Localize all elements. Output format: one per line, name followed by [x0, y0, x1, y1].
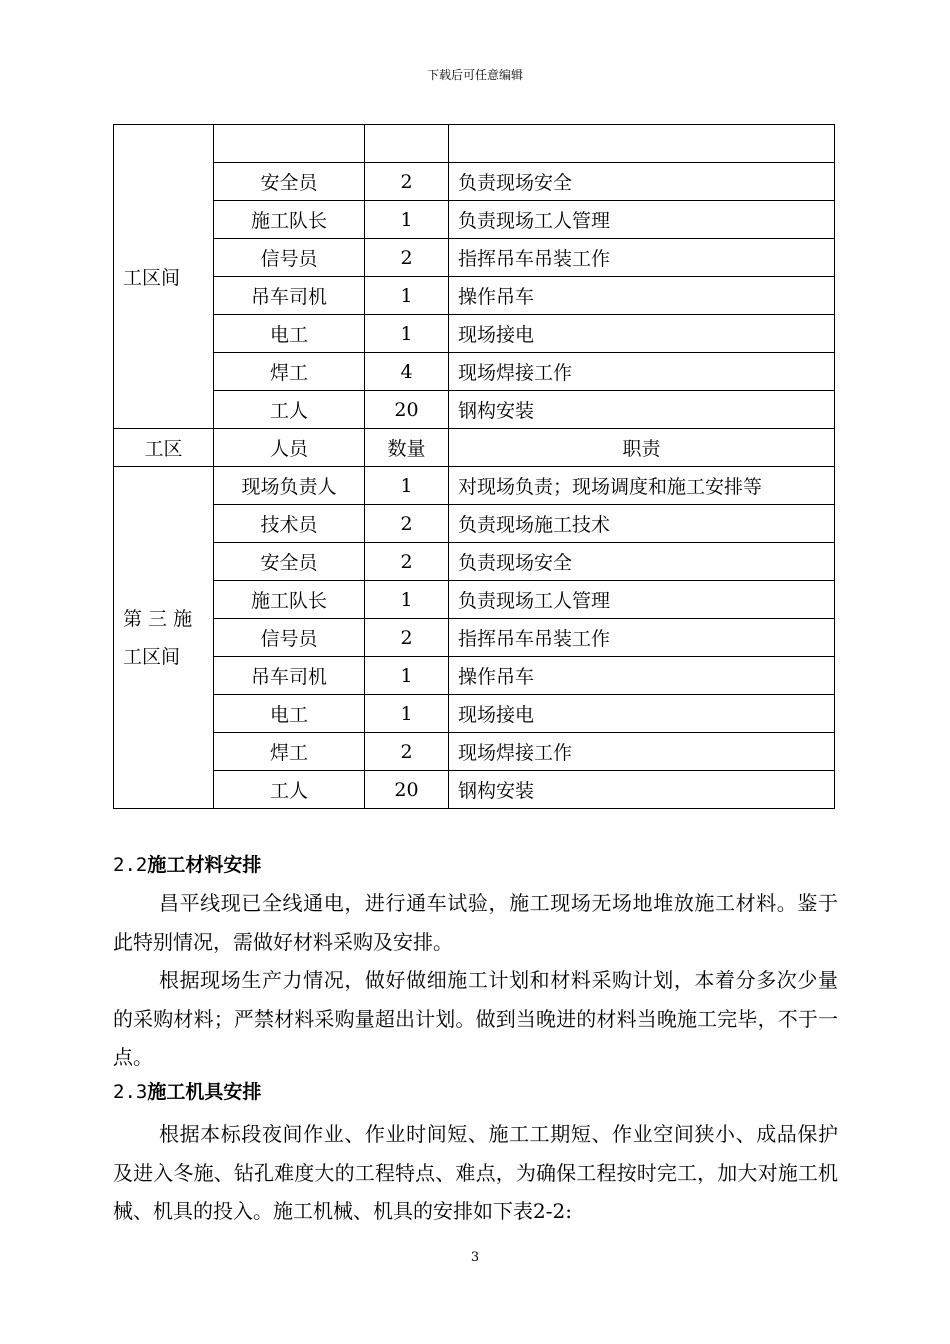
duty-cell: 现场焊接工作 — [449, 353, 835, 391]
count-cell: 2 — [365, 239, 449, 277]
role-cell: 工人 — [214, 771, 365, 809]
section-title: 施工机具安排 — [147, 1081, 262, 1103]
count-cell: 1 — [365, 467, 449, 505]
role-cell: 安全员 — [214, 163, 365, 201]
table-row — [114, 733, 835, 771]
count-cell — [365, 125, 449, 163]
table-header-row — [114, 429, 835, 467]
table-row — [114, 771, 835, 809]
header-row-group — [114, 429, 835, 467]
count-cell: 20 — [365, 391, 449, 429]
duty-cell: 操作吊车 — [449, 657, 835, 695]
count-cell: 1 — [365, 201, 449, 239]
section-number: 2.3 — [113, 1081, 148, 1103]
role-cell: 安全员 — [214, 543, 365, 581]
duty-cell: 指挥吊车吊装工作 — [449, 619, 835, 657]
area-line-1: 第 三 施 — [123, 607, 193, 630]
role-cell: 工人 — [214, 391, 365, 429]
count-cell: 1 — [365, 657, 449, 695]
count-cell: 1 — [365, 695, 449, 733]
table-row — [114, 391, 835, 429]
role-cell: 焊工 — [214, 353, 365, 391]
section-number: 2.2 — [113, 854, 148, 876]
duty-cell: 钢构安装 — [449, 771, 835, 809]
table-row — [114, 353, 835, 391]
page-number: 3 — [470, 1250, 480, 1265]
duty-cell: 负责现场施工技术 — [449, 505, 835, 543]
duty-cell: 负责现场工人管理 — [449, 581, 835, 619]
table-row — [114, 619, 835, 657]
col-header-count: 数量 — [365, 429, 449, 467]
table-row — [114, 163, 835, 201]
role-cell: 吊车司机 — [214, 277, 365, 315]
count-cell: 1 — [365, 315, 449, 353]
col-header-role: 人员 — [214, 429, 365, 467]
area-cell: 工区间 — [114, 125, 214, 429]
role-cell: 信号员 — [214, 619, 365, 657]
section-2-2-paragraph-2: 根据现场生产力情况，做好做细施工计划和材料采购计划，本着分多次少量的采购材料；严禁材料采购量超出计划。做到当晚进的材料当晚施工完毕，不于一点。 — [113, 968, 838, 1069]
count-cell: 20 — [365, 771, 449, 809]
table-row — [114, 505, 835, 543]
count-cell: 2 — [365, 163, 449, 201]
table-row — [114, 125, 835, 163]
role-cell: 施工队长 — [214, 581, 365, 619]
table-row — [114, 581, 835, 619]
role-cell: 信号员 — [214, 239, 365, 277]
staffing-table — [113, 124, 835, 809]
duty-cell: 现场接电 — [449, 315, 835, 353]
section-2-2-heading — [113, 850, 261, 877]
table-row — [114, 467, 835, 505]
role-cell — [214, 125, 365, 163]
role-cell: 电工 — [214, 315, 365, 353]
section-2-3-paragraph-1: 根据本标段夜间作业、作业时间短、施工工期短、作业空间狭小、成品保护及进入冬施、钻孔难度大的工程特点、难点，为确保工程按时完工，加大对施工机械、机具的投入。施工机械、机具的安排如下表2-2: — [113, 1122, 838, 1223]
role-cell: 施工队长 — [214, 201, 365, 239]
duty-cell: 现场焊接工作 — [449, 733, 835, 771]
table-row — [114, 239, 835, 277]
table-row — [114, 695, 835, 733]
duty-cell: 负责现场安全 — [449, 543, 835, 581]
duty-cell — [449, 125, 835, 163]
group2-rows — [114, 467, 835, 809]
section-2-3-heading — [113, 1077, 261, 1104]
role-cell: 吊车司机 — [214, 657, 365, 695]
duty-cell: 现场接电 — [449, 695, 835, 733]
count-cell: 2 — [365, 505, 449, 543]
group1-rows — [114, 125, 835, 429]
count-cell: 2 — [365, 733, 449, 771]
table-row — [114, 277, 835, 315]
role-cell: 电工 — [214, 695, 365, 733]
duty-cell: 负责现场安全 — [449, 163, 835, 201]
col-header-area: 工区 — [114, 429, 214, 467]
count-cell: 2 — [365, 543, 449, 581]
duty-cell: 钢构安装 — [449, 391, 835, 429]
table-row — [114, 543, 835, 581]
duty-cell: 操作吊车 — [449, 277, 835, 315]
section-title: 施工材料安排 — [147, 854, 262, 876]
count-cell: 4 — [365, 353, 449, 391]
table-row — [114, 201, 835, 239]
role-cell: 现场负责人 — [214, 467, 365, 505]
count-cell: 1 — [365, 277, 449, 315]
duty-cell: 对现场负责；现场调度和施工安排等 — [449, 467, 835, 505]
section-2-2-paragraph-1: 昌平线现已全线通电，进行通车试验，施工现场无场地堆放施工材料。鉴于此特别情况，需做好材料采购及安排。 — [113, 891, 838, 954]
table-row — [114, 315, 835, 353]
count-cell: 1 — [365, 581, 449, 619]
count-cell: 2 — [365, 619, 449, 657]
role-cell: 技术员 — [214, 505, 365, 543]
page-header: 下载后可任意编辑 — [426, 68, 523, 82]
area-cell — [114, 467, 214, 809]
col-header-duty: 职责 — [449, 429, 835, 467]
duty-cell: 指挥吊车吊装工作 — [449, 239, 835, 277]
area-line-2: 工区间 — [123, 645, 181, 668]
role-cell: 焊工 — [214, 733, 365, 771]
duty-cell: 负责现场工人管理 — [449, 201, 835, 239]
table-row — [114, 657, 835, 695]
